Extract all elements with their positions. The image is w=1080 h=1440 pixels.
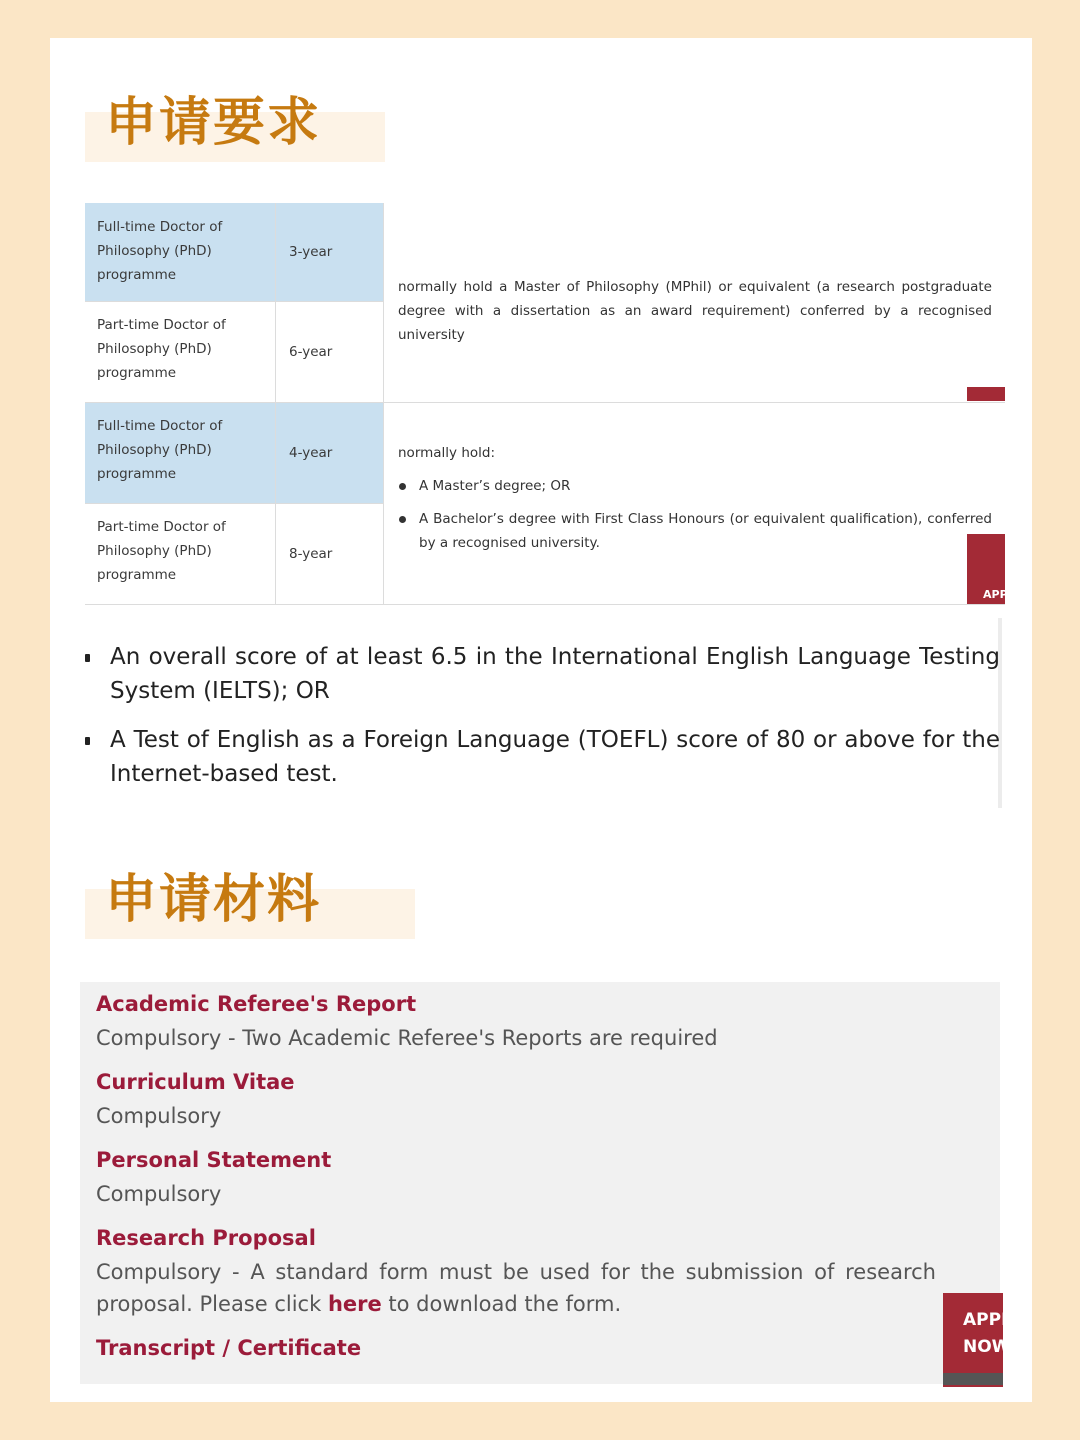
list-item: A Test of English as a Foreign Language (TOEFL) score of 80 or above for the Internet-based test. — [80, 723, 1000, 791]
programme-cell: Full-time Doctor of Philosophy (PhD) programme — [85, 203, 275, 301]
list-item — [96, 1220, 984, 1320]
material-title: Research Proposal — [96, 1226, 316, 1250]
duration-cell: 8-year — [289, 546, 333, 562]
requirements-table — [85, 203, 1008, 605]
material-desc: Compulsory - Two Academic Referee's Reports are required — [96, 1026, 718, 1050]
list-item: A Master’s degree; OR — [398, 474, 992, 498]
list-item — [96, 1142, 984, 1210]
requirement-list — [398, 474, 992, 555]
material-desc: Compulsory — [96, 1182, 222, 1206]
requirements-heading-text: 申请要求 — [105, 93, 322, 153]
list-item — [96, 1330, 984, 1366]
list-item — [96, 1064, 984, 1132]
table-divider — [85, 604, 1005, 605]
material-title: Curriculum Vitae — [96, 1070, 295, 1094]
material-title: Academic Referee's Report — [96, 992, 417, 1016]
material-desc: Compulsory — [96, 1104, 222, 1128]
duration-cell: 3-year — [275, 203, 383, 301]
list-item: An overall score of at least 6.5 in the International English Language Testing System (IELTS); OR — [80, 640, 1000, 708]
table-divider — [85, 503, 383, 504]
duration-cell: 4-year — [275, 402, 383, 503]
materials-heading — [85, 870, 415, 939]
material-title: Transcript / Certificate — [96, 1336, 362, 1360]
materials-panel — [80, 982, 1000, 1384]
duration-cell: 6-year — [289, 343, 333, 360]
download-form-link[interactable]: here — [327, 1292, 382, 1316]
list-item — [96, 986, 984, 1054]
material-desc: Compulsory - A standard form must be used for the submission of research proposal. Please click here to download the form. — [96, 1260, 936, 1316]
apply-button-base — [943, 1373, 1003, 1385]
programme-cell: Part-time Doctor of Philosophy (PhD) programme — [97, 317, 226, 381]
apply-now-button[interactable]: APPLY NOW — [943, 1293, 1003, 1387]
content-card — [50, 38, 1032, 1402]
apply-side-tab[interactable] — [967, 387, 1005, 401]
requirement-text — [398, 441, 992, 555]
table-divider — [383, 203, 384, 605]
programme-cell: Full-time Doctor of Philosophy (PhD) programme — [85, 402, 275, 503]
english-requirements — [80, 640, 1000, 806]
material-title: Personal Statement — [96, 1148, 332, 1172]
requirement-text: normally hold a Master of Philosophy (MPhil) or equivalent (a research postgraduate degree with a dissertation as an award requirement) conferred by a recognised university — [398, 279, 992, 343]
requirements-heading — [85, 93, 385, 162]
programme-cell: Part-time Doctor of Philosophy (PhD) programme — [97, 519, 226, 583]
materials-heading-text: 申请材料 — [105, 870, 322, 930]
table-divider — [85, 402, 1005, 403]
apply-side-tab[interactable]: APP — [967, 534, 1005, 604]
list-item: A Bachelor’s degree with First Class Honours (or equivalent qualification), conferred by a recognised university. — [398, 507, 992, 555]
table-divider — [85, 301, 383, 302]
table-divider — [275, 203, 276, 605]
requirement-intro: normally hold: — [398, 445, 496, 461]
